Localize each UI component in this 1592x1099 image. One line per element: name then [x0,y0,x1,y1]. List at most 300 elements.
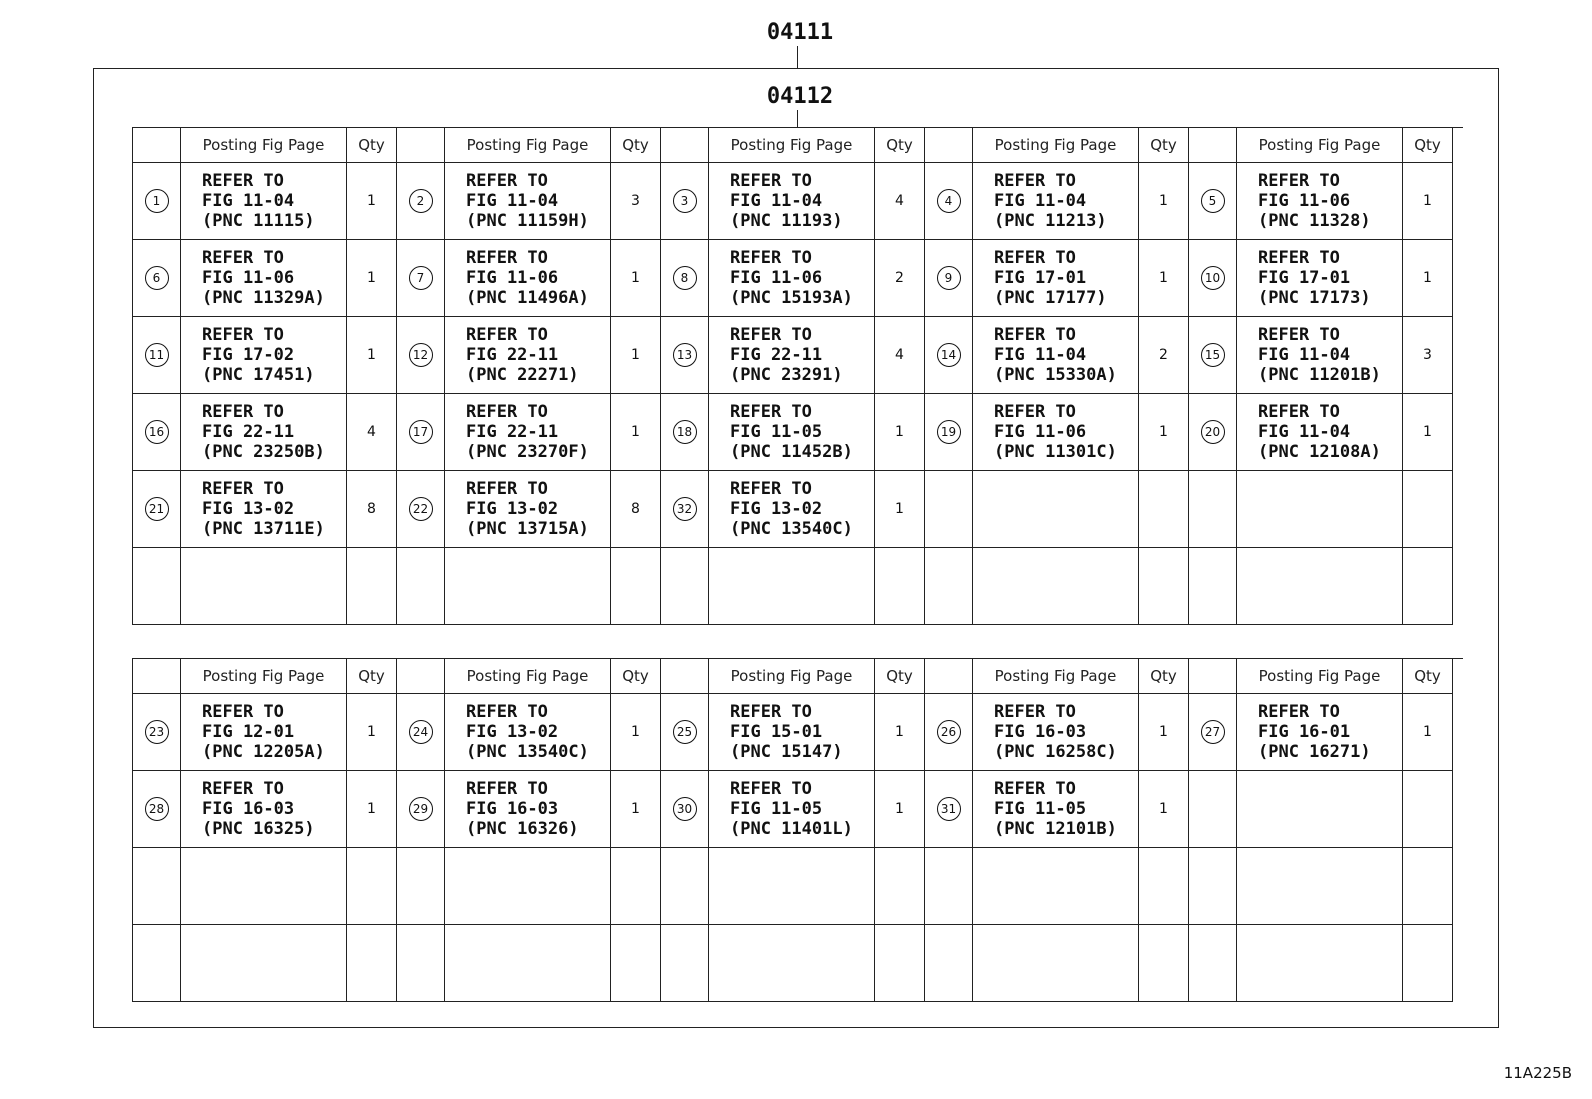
header-posting-fig-page: Posting Fig Page [445,659,611,694]
reference-line-l3: (PNC 13540C) [466,742,589,762]
assembly-code-inner: 04112 [766,84,834,109]
item-number-badge: 15 [1201,343,1225,367]
reference-line-l2: FIG 11-04 [1258,345,1351,365]
item-number-cell [1189,925,1237,1002]
reference-cell [181,471,347,548]
header-number-cell [397,659,445,694]
item-number-cell [1189,694,1237,771]
item-number-badge: 29 [409,797,433,821]
reference-line-l2: FIG 11-04 [466,191,559,211]
header-number-cell [1189,659,1237,694]
reference-line-l1: REFER TO [994,325,1076,345]
item-number-badge: 25 [673,720,697,744]
reference-line-l2: FIG 17-02 [202,345,295,365]
item-number-cell [1189,471,1237,548]
reference-cell [973,694,1139,771]
reference-cell [1237,548,1403,625]
item-number-badge: 3 [673,189,697,213]
item-number-badge: 30 [673,797,697,821]
reference-line-l1: REFER TO [1258,702,1340,722]
reference-line-l3: (PNC 11115) [202,211,315,231]
reference-line-l1: REFER TO [730,402,812,422]
reference-line-l1: REFER TO [202,325,284,345]
reference-cell [445,848,611,925]
item-number-cell [133,317,181,394]
quantity-cell: 4 [875,317,925,394]
item-number-badge: 26 [937,720,961,744]
header-posting-fig-page: Posting Fig Page [181,659,347,694]
item-number-cell [925,471,973,548]
reference-line-l3: (PNC 23291) [730,365,843,385]
reference-line-l2: FIG 13-02 [730,499,823,519]
reference-cell [445,771,611,848]
item-number-badge: 5 [1201,189,1225,213]
header-qty: Qty [611,128,661,163]
item-number-badge: 21 [145,497,169,521]
reference-cell [1237,317,1403,394]
reference-cell [973,394,1139,471]
item-number-badge: 27 [1201,720,1225,744]
reference-line-l2: FIG 11-06 [994,422,1087,442]
reference-line-l1: REFER TO [466,248,548,268]
item-number-badge: 8 [673,266,697,290]
quantity-cell: 1 [875,471,925,548]
reference-line-l2: FIG 17-01 [994,268,1087,288]
item-number-badge: 23 [145,720,169,744]
quantity-cell [1403,548,1453,625]
reference-line-l3: (PNC 15193A) [730,288,853,308]
reference-line-l2: FIG 15-01 [730,722,823,742]
header-qty: Qty [875,659,925,694]
reference-line-l1: REFER TO [730,325,812,345]
quantity-cell [611,848,661,925]
item-number-cell [661,771,709,848]
header-posting-fig-page: Posting Fig Page [973,659,1139,694]
reference-line-l2: FIG 16-03 [202,799,295,819]
reference-cell [445,548,611,625]
reference-line-l2: FIG 11-04 [730,191,823,211]
reference-table-lower [132,658,1463,1002]
quantity-cell: 1 [1403,240,1453,317]
quantity-cell [1139,848,1189,925]
header-number-cell [133,659,181,694]
reference-line-l1: REFER TO [202,779,284,799]
reference-line-l3: (PNC 11193) [730,211,843,231]
header-number-cell [661,659,709,694]
reference-cell [973,925,1139,1002]
reference-line-l3: (PNC 13540C) [730,519,853,539]
reference-cell [709,694,875,771]
item-number-badge: 9 [937,266,961,290]
reference-cell [1237,925,1403,1002]
reference-line-l2: FIG 13-02 [466,722,559,742]
item-number-cell [1189,848,1237,925]
reference-line-l1: REFER TO [994,779,1076,799]
quantity-cell: 1 [1139,394,1189,471]
reference-line-l3: (PNC 11401L) [730,819,853,839]
reference-line-l3: (PNC 17173) [1258,288,1371,308]
item-number-cell [133,163,181,240]
reference-line-l3: (PNC 16326) [466,819,579,839]
item-number-cell [397,848,445,925]
quantity-cell: 1 [1403,163,1453,240]
header-number-cell [661,128,709,163]
reference-table-upper [132,127,1463,625]
reference-line-l2: FIG 11-06 [1258,191,1351,211]
reference-line-l2: FIG 11-04 [994,191,1087,211]
reference-cell [445,163,611,240]
reference-line-l1: REFER TO [1258,402,1340,422]
quantity-cell [1403,771,1453,848]
reference-line-l3: (PNC 13711E) [202,519,325,539]
item-number-badge: 13 [673,343,697,367]
item-number-cell [925,925,973,1002]
reference-line-l1: REFER TO [730,779,812,799]
reference-line-l1: REFER TO [1258,171,1340,191]
reference-line-l1: REFER TO [202,402,284,422]
reference-cell [973,771,1139,848]
header-posting-fig-page: Posting Fig Page [1237,128,1403,163]
reference-cell [181,394,347,471]
reference-line-l3: (PNC 15147) [730,742,843,762]
reference-line-l1: REFER TO [994,402,1076,422]
reference-line-l1: REFER TO [994,702,1076,722]
reference-cell [1237,771,1403,848]
header-qty: Qty [1139,659,1189,694]
reference-line-l2: FIG 11-05 [730,799,823,819]
quantity-cell: 1 [875,771,925,848]
reference-cell [181,317,347,394]
quantity-cell: 1 [1403,694,1453,771]
reference-line-l2: FIG 11-04 [202,191,295,211]
header-number-cell [133,128,181,163]
item-number-cell [1189,240,1237,317]
reference-line-l3: (PNC 16325) [202,819,315,839]
quantity-cell: 2 [1139,317,1189,394]
reference-line-l2: FIG 16-03 [994,722,1087,742]
quantity-cell: 8 [347,471,397,548]
item-number-cell [133,925,181,1002]
item-number-cell [397,394,445,471]
quantity-cell: 3 [611,163,661,240]
reference-line-l1: REFER TO [994,248,1076,268]
reference-line-l1: REFER TO [1258,248,1340,268]
reference-line-l1: REFER TO [466,402,548,422]
item-number-cell [661,240,709,317]
reference-line-l1: REFER TO [202,171,284,191]
reference-line-l2: FIG 13-02 [202,499,295,519]
reference-line-l2: FIG 11-06 [730,268,823,288]
header-posting-fig-page: Posting Fig Page [973,128,1139,163]
reference-cell [1237,848,1403,925]
reference-cell [709,548,875,625]
item-number-badge: 12 [409,343,433,367]
reference-line-l3: (PNC 11496A) [466,288,589,308]
item-number-cell [397,240,445,317]
reference-cell [709,394,875,471]
item-number-cell [133,848,181,925]
reference-cell [445,394,611,471]
quantity-cell: 1 [611,694,661,771]
quantity-cell: 2 [875,240,925,317]
leader-line-inner [797,110,798,127]
reference-line-l3: (PNC 11329A) [202,288,325,308]
reference-line-l1: REFER TO [730,479,812,499]
item-number-cell [1189,548,1237,625]
reference-line-l1: REFER TO [994,171,1076,191]
quantity-cell [875,848,925,925]
reference-cell [181,848,347,925]
reference-line-l1: REFER TO [730,702,812,722]
reference-line-l1: REFER TO [466,171,548,191]
quantity-cell [1403,471,1453,548]
item-number-badge: 4 [937,189,961,213]
item-number-cell [925,694,973,771]
item-number-cell [1189,317,1237,394]
reference-cell [973,848,1139,925]
item-number-badge: 24 [409,720,433,744]
quantity-cell [347,925,397,1002]
reference-cell [1237,163,1403,240]
header-posting-fig-page: Posting Fig Page [709,659,875,694]
item-number-cell [925,240,973,317]
item-number-cell [1189,771,1237,848]
reference-cell [1237,240,1403,317]
reference-cell [445,925,611,1002]
reference-cell [1237,471,1403,548]
reference-cell [709,771,875,848]
item-number-cell [925,848,973,925]
reference-line-l2: FIG 11-04 [1258,422,1351,442]
item-number-cell [133,240,181,317]
reference-line-l3: (PNC 22271) [466,365,579,385]
reference-line-l2: FIG 22-11 [466,422,559,442]
quantity-cell: 1 [1403,394,1453,471]
reference-line-l2: FIG 17-01 [1258,268,1351,288]
quantity-cell: 4 [875,163,925,240]
quantity-cell: 1 [347,163,397,240]
item-number-cell [397,471,445,548]
reference-cell [973,163,1139,240]
item-number-cell [397,694,445,771]
item-number-badge: 32 [673,497,697,521]
reference-line-l2: FIG 12-01 [202,722,295,742]
item-number-cell [661,471,709,548]
header-number-cell [925,128,973,163]
reference-cell [1237,694,1403,771]
quantity-cell: 1 [1139,694,1189,771]
item-number-badge: 1 [145,189,169,213]
reference-line-l3: (PNC 23270F) [466,442,589,462]
quantity-cell [347,848,397,925]
header-qty: Qty [347,659,397,694]
quantity-cell: 1 [875,394,925,471]
item-number-cell [925,771,973,848]
item-number-cell [925,317,973,394]
reference-cell [973,548,1139,625]
reference-cell [181,925,347,1002]
item-number-cell [397,163,445,240]
reference-line-l3: (PNC 12205A) [202,742,325,762]
reference-cell [709,848,875,925]
header-number-cell [397,128,445,163]
item-number-cell [397,317,445,394]
reference-line-l1: REFER TO [202,248,284,268]
item-number-badge: 11 [145,343,169,367]
reference-line-l2: FIG 13-02 [466,499,559,519]
quantity-cell: 1 [347,771,397,848]
reference-cell [709,163,875,240]
item-number-cell [133,771,181,848]
item-number-badge: 22 [409,497,433,521]
reference-cell [973,471,1139,548]
reference-line-l3: (PNC 12108A) [1258,442,1381,462]
quantity-cell [347,548,397,625]
quantity-cell [1139,925,1189,1002]
reference-line-l3: (PNC 11452B) [730,442,853,462]
header-posting-fig-page: Posting Fig Page [1237,659,1403,694]
item-number-cell [397,771,445,848]
reference-cell [973,317,1139,394]
reference-line-l2: FIG 11-06 [466,268,559,288]
reference-line-l3: (PNC 23250B) [202,442,325,462]
reference-line-l3: (PNC 11301C) [994,442,1117,462]
reference-line-l2: FIG 16-01 [1258,722,1351,742]
reference-cell [181,163,347,240]
reference-line-l2: FIG 11-05 [730,422,823,442]
quantity-cell [1139,548,1189,625]
reference-cell [445,317,611,394]
quantity-cell: 3 [1403,317,1453,394]
item-number-badge: 10 [1201,266,1225,290]
reference-line-l2: FIG 22-11 [202,422,295,442]
quantity-cell [611,925,661,1002]
header-posting-fig-page: Posting Fig Page [181,128,347,163]
item-number-badge: 31 [937,797,961,821]
item-number-badge: 2 [409,189,433,213]
quantity-cell [1403,848,1453,925]
item-number-cell [397,925,445,1002]
reference-line-l2: FIG 11-06 [202,268,295,288]
header-qty: Qty [611,659,661,694]
quantity-cell: 1 [347,317,397,394]
item-number-badge: 6 [145,266,169,290]
quantity-cell: 4 [347,394,397,471]
reference-line-l3: (PNC 16271) [1258,742,1371,762]
reference-line-l3: (PNC 15330A) [994,365,1117,385]
quantity-cell [1403,925,1453,1002]
reference-cell [181,771,347,848]
reference-line-l1: REFER TO [730,248,812,268]
item-number-cell [1189,163,1237,240]
header-qty: Qty [1403,659,1453,694]
quantity-cell [875,548,925,625]
reference-cell [181,548,347,625]
reference-line-l2: FIG 22-11 [466,345,559,365]
header-qty: Qty [1403,128,1453,163]
reference-line-l3: (PNC 13715A) [466,519,589,539]
reference-line-l3: (PNC 12101B) [994,819,1117,839]
reference-line-l3: (PNC 11201B) [1258,365,1381,385]
item-number-cell [661,848,709,925]
quantity-cell: 1 [611,771,661,848]
reference-cell [1237,394,1403,471]
quantity-cell: 8 [611,471,661,548]
quantity-cell [611,548,661,625]
item-number-badge: 19 [937,420,961,444]
leader-line-outer [797,46,798,68]
item-number-cell [925,394,973,471]
item-number-cell [133,394,181,471]
quantity-cell: 1 [611,317,661,394]
reference-line-l2: FIG 11-05 [994,799,1087,819]
header-qty: Qty [1139,128,1189,163]
quantity-cell: 1 [1139,240,1189,317]
reference-line-l3: (PNC 16258C) [994,742,1117,762]
reference-line-l3: (PNC 11213) [994,211,1107,231]
quantity-cell: 1 [875,694,925,771]
item-number-badge: 20 [1201,420,1225,444]
reference-line-l1: REFER TO [202,479,284,499]
item-number-badge: 18 [673,420,697,444]
header-posting-fig-page: Posting Fig Page [709,128,875,163]
reference-cell [445,471,611,548]
reference-line-l2: FIG 16-03 [466,799,559,819]
item-number-badge: 28 [145,797,169,821]
item-number-cell [925,163,973,240]
reference-cell [709,317,875,394]
quantity-cell: 1 [611,394,661,471]
item-number-cell [661,925,709,1002]
reference-line-l1: REFER TO [730,171,812,191]
item-number-cell [133,548,181,625]
reference-cell [709,925,875,1002]
quantity-cell [1139,471,1189,548]
reference-line-l2: FIG 22-11 [730,345,823,365]
reference-line-l3: (PNC 17177) [994,288,1107,308]
reference-line-l1: REFER TO [466,479,548,499]
reference-cell [445,694,611,771]
reference-cell [181,694,347,771]
quantity-cell [875,925,925,1002]
reference-line-l1: REFER TO [202,702,284,722]
quantity-cell: 1 [347,694,397,771]
item-number-cell [661,317,709,394]
reference-line-l2: FIG 11-04 [994,345,1087,365]
item-number-cell [661,394,709,471]
reference-cell [445,240,611,317]
assembly-code-outer: 04111 [766,20,834,45]
reference-line-l1: REFER TO [1258,325,1340,345]
item-number-cell [133,694,181,771]
header-qty: Qty [347,128,397,163]
reference-cell [709,240,875,317]
item-number-cell [925,548,973,625]
header-posting-fig-page: Posting Fig Page [445,128,611,163]
quantity-cell: 1 [347,240,397,317]
reference-line-l3: (PNC 17451) [202,365,315,385]
quantity-cell: 1 [1139,771,1189,848]
reference-line-l3: (PNC 11328) [1258,211,1371,231]
reference-line-l1: REFER TO [466,702,548,722]
item-number-badge: 7 [409,266,433,290]
reference-line-l1: REFER TO [466,325,548,345]
quantity-cell: 1 [611,240,661,317]
header-qty: Qty [875,128,925,163]
item-number-cell [661,163,709,240]
item-number-badge: 14 [937,343,961,367]
quantity-cell: 1 [1139,163,1189,240]
